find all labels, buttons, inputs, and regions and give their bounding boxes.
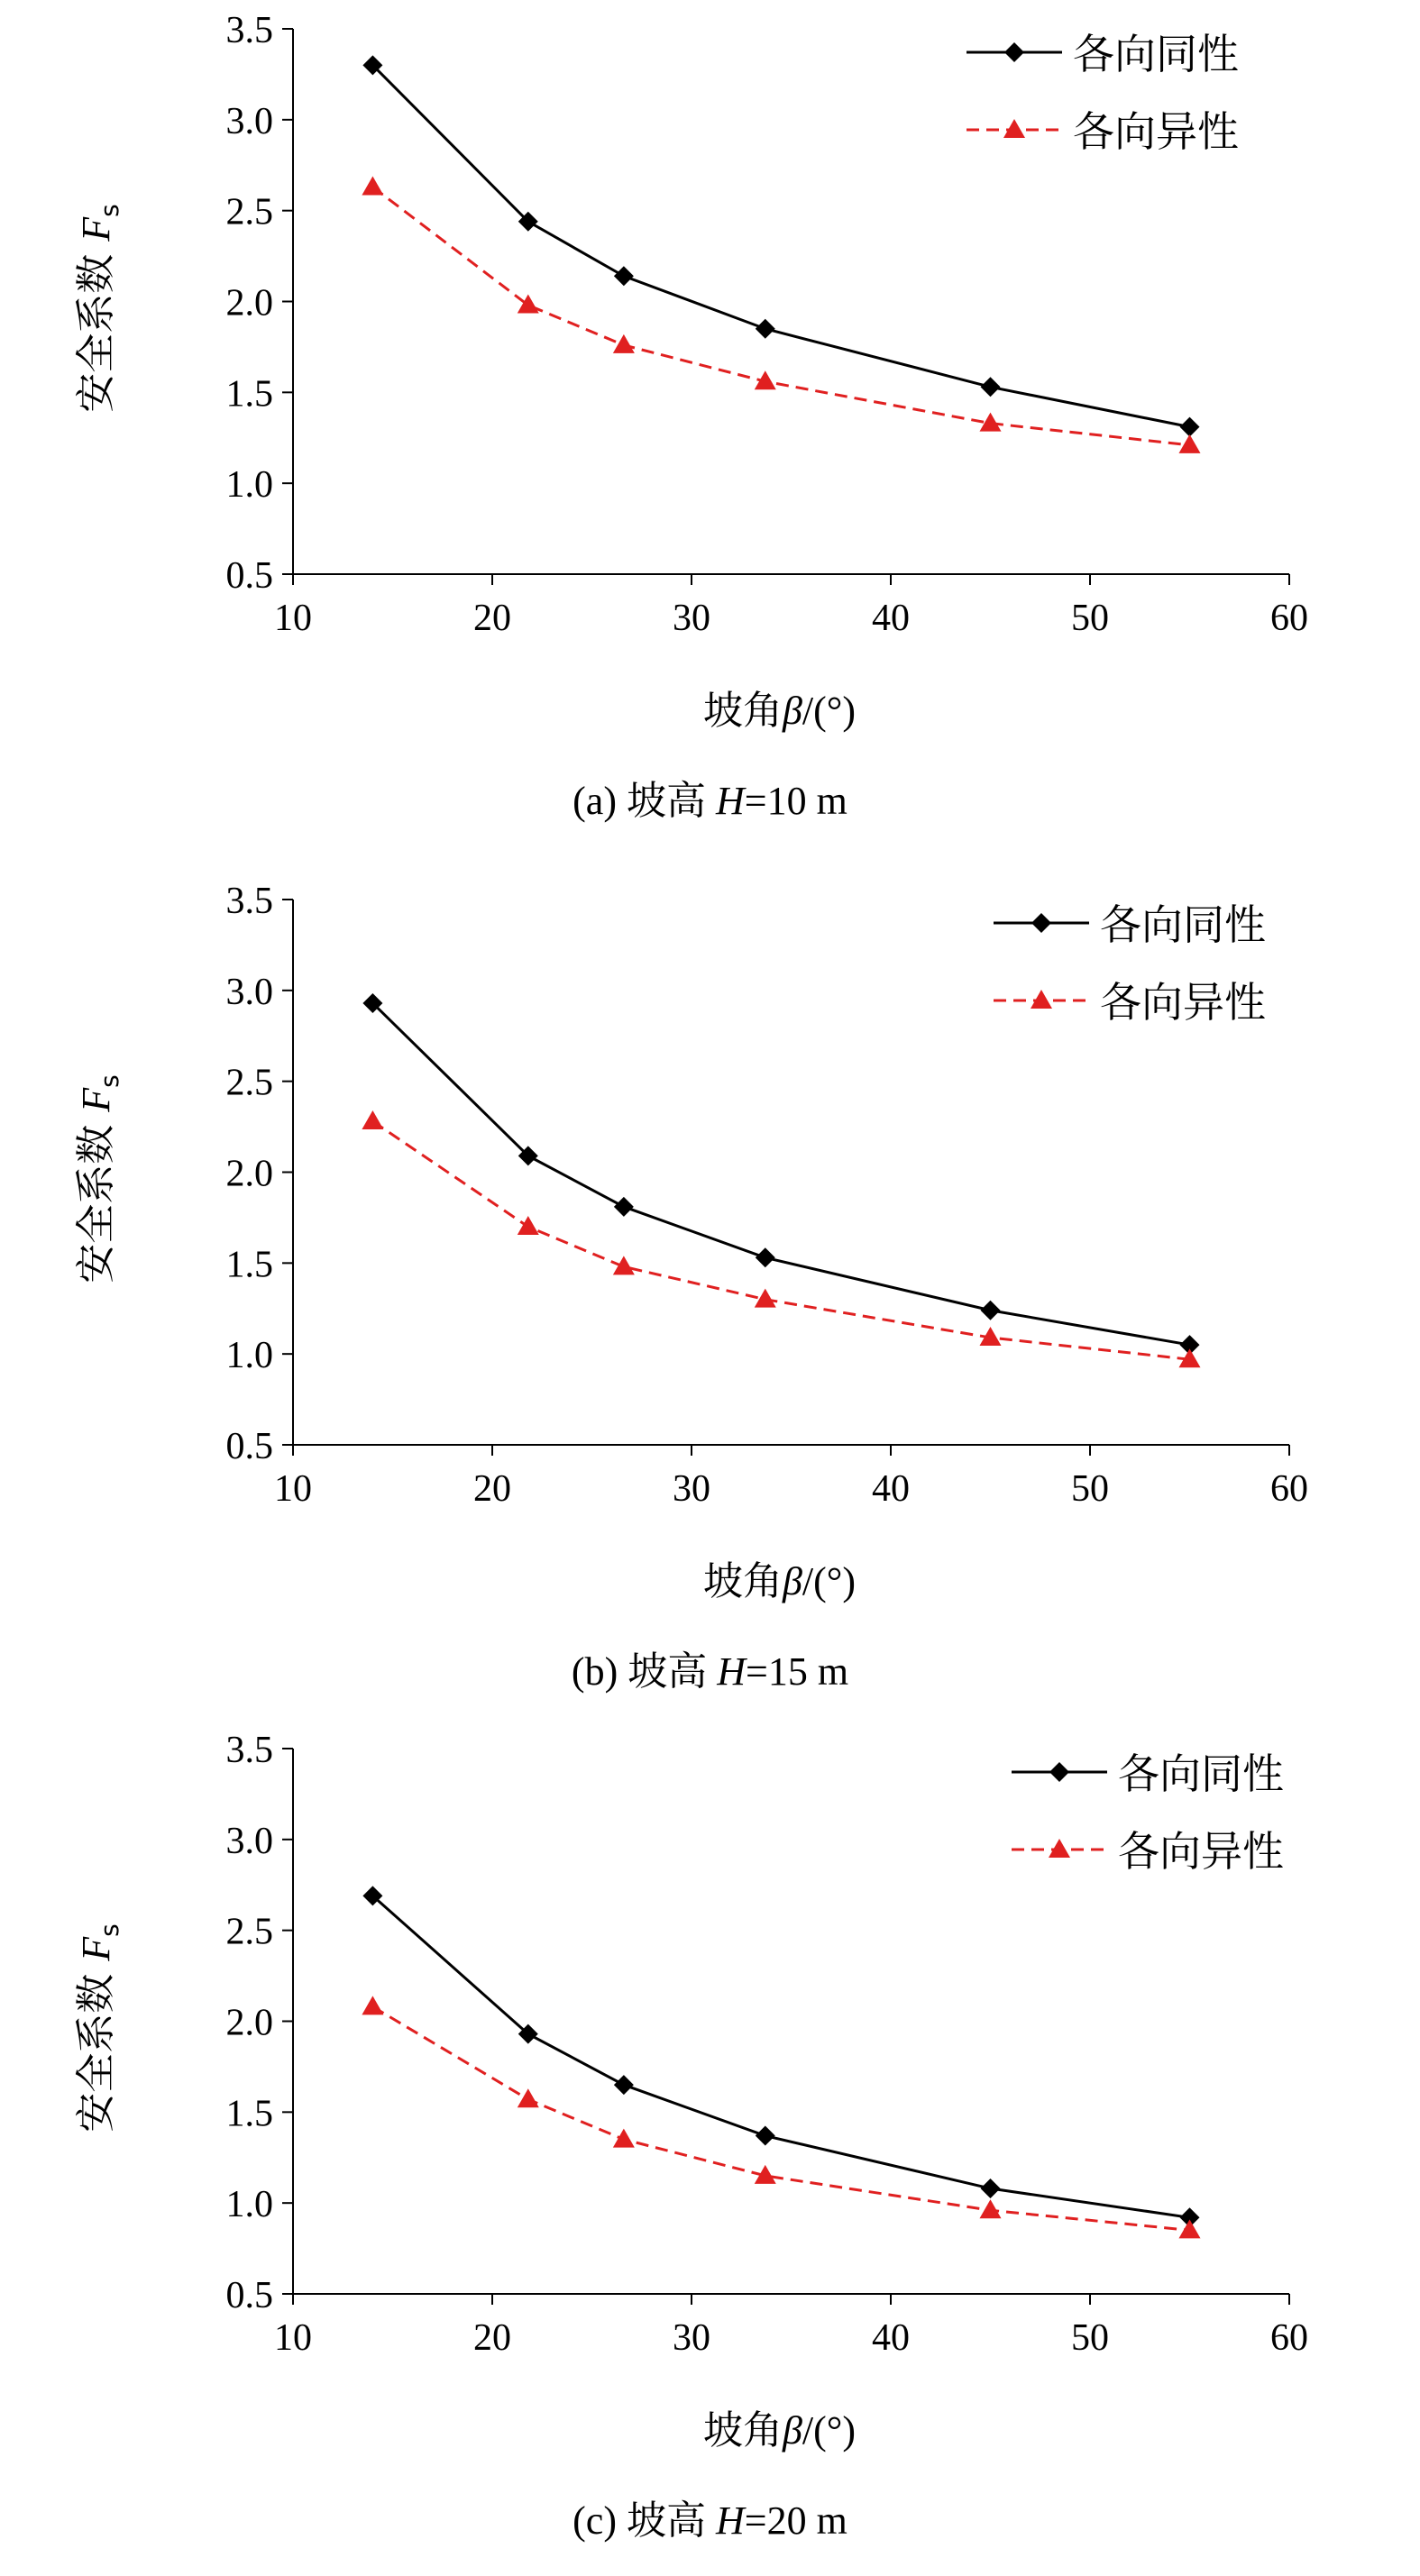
x-tick-label: 10 [274,2317,312,2359]
legend-label: 各向同性 [1100,900,1266,949]
x-axis-label [703,1548,856,1606]
legend-swatch-isotropic [992,887,1091,950]
y-axis-label-symbol: F [74,1087,118,1112]
data-point [362,1996,383,2014]
caption-variable: H [716,2498,745,2543]
y-tick-label: 1.0 [225,464,273,507]
data-point [756,2126,775,2146]
y-tick-label: 2.0 [225,2002,273,2044]
x-tick-label: 10 [274,1468,312,1510]
y-tick-label: 0.5 [225,1426,273,1467]
x-tick-label: 20 [473,2317,511,2359]
x-tick-label: 50 [1071,1468,1109,1510]
x-tick-label: 30 [673,2317,710,2359]
x-axis-label-unit: /(°) [802,689,857,733]
data-point [614,266,634,286]
x-tick-label: 10 [274,598,312,639]
y-axis-label [71,173,122,443]
data-point [518,295,539,314]
series-line-0 [372,1003,1189,1345]
caption-suffix: =10 m [744,779,847,823]
panel-caption [0,1639,1420,1696]
legend-swatch-isotropic [1010,1736,1109,1799]
legend-label: 各向同性 [1073,30,1239,78]
data-point [981,2179,1001,2198]
data-point [981,1301,1001,1320]
y-tick-label: 3.5 [225,1730,273,1771]
panel-caption [0,768,1420,826]
y-tick-label: 2.5 [225,1062,273,1104]
data-point [518,1216,539,1235]
caption-prefix: (b) 坡高 [571,1649,718,1694]
data-point [614,2075,634,2095]
data-point [613,2129,635,2148]
x-tick-label: 50 [1071,2317,1109,2359]
data-point [980,2199,1002,2218]
caption-variable: H [716,779,745,823]
x-tick-label: 40 [872,2317,910,2359]
x-tick-label: 20 [473,598,511,639]
x-axis-label-unit: /(°) [802,2408,857,2453]
x-axis-label-symbol: β [783,1559,802,1603]
x-tick-label: 50 [1071,598,1109,639]
series-line-0 [372,1895,1189,2217]
x-tick-label: 30 [673,598,710,639]
y-tick-label: 3.5 [225,881,273,922]
y-axis-label [71,1893,122,2163]
x-axis-label [703,678,856,735]
y-axis-label-symbol: F [74,1936,118,1961]
data-point [613,1256,635,1274]
x-tick-label: 60 [1270,598,1308,639]
data-point [1179,434,1201,453]
y-tick-label: 3.0 [225,971,273,1013]
data-point [518,2088,539,2107]
data-point [362,176,383,195]
series-line-1 [372,2006,1189,2230]
x-tick-label: 40 [872,1468,910,1510]
data-point [756,319,775,339]
chart-panel-a [0,0,1420,856]
data-point [756,1247,775,1267]
y-tick-label: 1.0 [225,1335,273,1377]
data-point [1179,2219,1201,2238]
y-tick-label: 0.5 [225,2275,273,2316]
y-axis-label-text: 安全系数 [73,1973,119,2133]
legend-swatch-isotropic [965,16,1064,79]
data-point [1180,417,1200,437]
x-tick-label: 30 [673,1468,710,1510]
y-tick-label: 2.0 [225,1153,273,1195]
y-tick-label: 2.0 [225,282,273,324]
x-axis-label-text: 坡角 [703,688,783,734]
data-point [613,334,635,353]
legend-label: 各向异性 [1118,1827,1284,1876]
y-tick-label: 3.0 [225,100,273,142]
y-tick-label: 3.0 [225,1820,273,1862]
caption-suffix: =15 m [746,1649,849,1694]
legend-swatch-anisotropic [965,94,1064,157]
y-axis-label-subscript: s [94,1923,124,1937]
y-tick-label: 1.5 [225,2093,273,2135]
y-tick-label: 3.5 [225,10,273,51]
caption-prefix: (a) 坡高 [573,779,716,823]
x-axis-label-unit: /(°) [802,1559,857,1603]
y-axis-label-subscript: s [94,1074,124,1088]
y-tick-label: 0.5 [225,555,273,597]
panel-caption [0,2488,1420,2545]
y-axis-label-text: 安全系数 [73,253,119,413]
caption-variable: H [717,1649,747,1694]
data-point [981,377,1001,397]
x-tick-label: 20 [473,1468,511,1510]
y-axis-label-text: 安全系数 [73,1124,119,1283]
data-point [614,1197,634,1217]
legend-label: 各向异性 [1100,978,1266,1027]
caption-prefix: (c) 坡高 [573,2498,716,2543]
data-point [362,1110,383,1129]
chart-panel-b [0,871,1420,1727]
legend-swatch-anisotropic [992,964,1091,1028]
x-axis-label-symbol: β [783,689,802,733]
y-tick-label: 2.5 [225,1911,273,1953]
y-tick-label: 1.5 [225,1244,273,1286]
y-axis-label-subscript: s [94,204,124,217]
y-tick-label: 2.5 [225,191,273,233]
caption-suffix: =20 m [744,2498,847,2543]
y-tick-label: 1.0 [225,2184,273,2226]
y-axis-label [71,1044,122,1314]
series-line-1 [372,187,1189,444]
legend-swatch-anisotropic [1010,1813,1109,1877]
legend-label: 各向同性 [1118,1749,1284,1798]
x-axis-label-text: 坡角 [703,2407,783,2453]
y-axis-label-symbol: F [74,216,118,242]
chart-panel-c [0,1720,1420,2576]
x-axis-label-symbol: β [783,2408,802,2453]
x-tick-label: 40 [872,598,910,639]
x-axis-label [703,2398,856,2455]
series-line-0 [372,65,1189,426]
legend-label: 各向异性 [1073,107,1239,156]
x-tick-label: 60 [1270,2317,1308,2359]
x-axis-label-text: 坡角 [703,1558,783,1604]
x-tick-label: 60 [1270,1468,1308,1510]
y-tick-label: 1.5 [225,373,273,416]
